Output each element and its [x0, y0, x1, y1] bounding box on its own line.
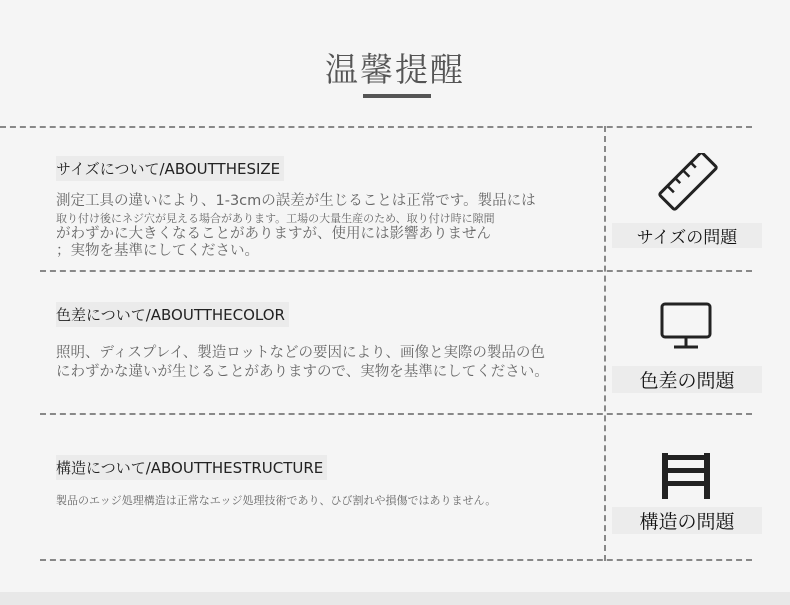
divider-1 — [40, 270, 752, 272]
color-text-line-1: 照明、ディスプレイ、製造ロットなどの要因により、画像と実際の製品の色 — [56, 345, 545, 361]
section-size-heading: サイズについて/ABOUTTHESIZE — [56, 156, 284, 181]
section-structure-text — [56, 493, 601, 508]
page-title: 温馨提醒 — [325, 50, 465, 89]
section-structure-heading: 構造について/ABOUTTHESTRUCTURE — [56, 455, 327, 480]
size-text-line-4: ；実物を基準にしてください。 — [56, 243, 259, 259]
size-text-line-1: 測定工具の違いにより、1-3cmの誤差が生じることは正常です。製品には — [56, 193, 536, 209]
size-text-line-2: 取り付け後にネジ穴が見える場合があります。工場の大量生産のため、取り付け時に隙間 — [56, 212, 495, 225]
color-issue-label: 色差の問題 — [612, 366, 762, 393]
divider-vertical — [604, 126, 606, 561]
color-text-line-2: にわずかな違いが生じることがありますので、実物を基準にしてください。 — [56, 364, 549, 380]
divider-bottom — [40, 559, 752, 561]
section-color-heading: 色差について/ABOUTTHECOLOR — [56, 302, 289, 327]
ruler-icon — [612, 153, 762, 215]
structure-issue-label: 構造の問題 — [612, 507, 762, 534]
structure-text-line-1: 製品のエッジ処理構造は正常なエッジ処理技術であり、ひび割れや損傷ではありません。 — [56, 494, 497, 507]
monitor-icon — [612, 301, 762, 357]
divider-top — [0, 126, 752, 128]
title-underline — [363, 94, 431, 98]
section-size-text — [56, 192, 601, 260]
size-text-line-3: がわずかに大きくなることがありますが、使用には影響ありません — [56, 226, 491, 242]
divider-2 — [40, 413, 752, 415]
bottom-strip — [0, 592, 790, 605]
section-color-text — [56, 344, 601, 382]
size-issue-label: サイズの問題 — [612, 223, 762, 248]
ladder-icon — [612, 451, 762, 505]
